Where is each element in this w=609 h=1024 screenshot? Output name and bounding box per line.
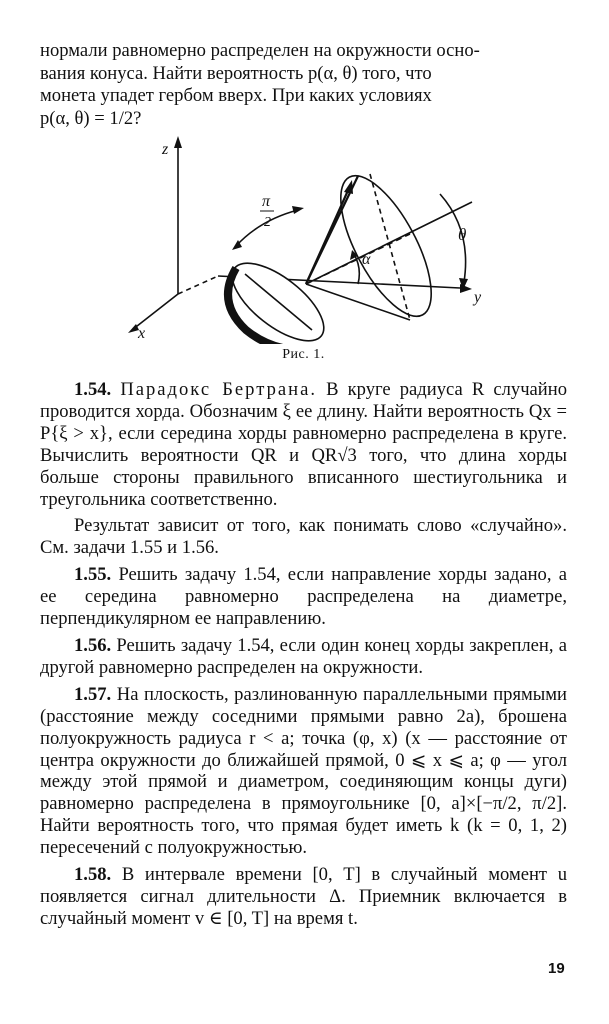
problem-1-58	[40, 864, 567, 930]
z-axis-arrowhead	[174, 136, 182, 148]
theta-reference-line	[306, 202, 472, 284]
z-axis-label: z	[162, 141, 169, 158]
intro-line: вания конуса. Найти вероятность p(α, θ) того, что	[40, 62, 432, 84]
intro-line: монета упадет гербом вверх. При каких условиях	[40, 85, 432, 106]
page-content	[40, 40, 567, 930]
problem-number: 1.57.	[74, 683, 112, 705]
intro-line: нормали равномерно распределен на окружности осно-	[40, 40, 480, 61]
problem-text: Решить задачу 1.54, если один конец хорды закреплен, а другой равномерно распределен на окружности.	[40, 634, 567, 678]
remark-1-54	[40, 515, 567, 559]
problem-1-54	[40, 379, 567, 510]
figure-1	[40, 134, 567, 369]
problem-number: 1.55.	[74, 564, 112, 586]
two-label: 2	[264, 215, 271, 230]
problem-1-55	[40, 564, 567, 630]
problems-section	[40, 379, 567, 930]
cone-generatrix-right	[306, 284, 410, 320]
normal-vector	[306, 186, 350, 284]
pi-label: π	[262, 193, 271, 210]
problem-text: На плоскость, разлинованную параллельными прямыми (расстояние между соседними прямыми равно 2a), брошена полуокружность радиуса r < a; точка (φ, x) (x — расстояние от центра окружности до ближайшей прямой, 0 ⩽ x ⩽ a; φ — угол между этой прямой и диаметром, соединяющим концы дуги) равномерно распределена в прямоугольнике [0, a]×[−π/2, π/2]. Найти вероятность того, что прямая будет иметь k (k = 0, 1, 2) пересечений с полуокружностью.	[40, 683, 567, 859]
problem-number: 1.54.	[74, 379, 112, 400]
theta-label: θ	[458, 225, 467, 244]
problem-text: Решить задачу 1.54, если направление хорды задано, а ее середина равномерно распределена на диаметре, перпендикулярном ее направлению.	[40, 564, 567, 630]
problem-text: В круге радиуса R случайно проводится хорда. Обозначим ξ ее длину. Найти вероятность Qx = P{ξ > x}, если середина хорды равномерно распределена в круге. Вычислить вероятности QR и QR√3 того, что длина хорды больше стороны правильного вписанного шестиугольника и треугольника соответственно.	[40, 379, 568, 510]
problem-title: Парадокс Бертрана.	[120, 379, 317, 400]
problem-number: 1.56.	[74, 634, 112, 656]
normal-arrowhead	[344, 180, 353, 194]
y-axis-label: y	[474, 289, 482, 306]
figure-caption: Рис. 1.	[282, 347, 325, 362]
alpha-label: α	[362, 251, 371, 268]
problem-1-56	[40, 635, 567, 679]
cone-coin-diagram	[40, 134, 567, 344]
coin-top-face	[220, 249, 336, 344]
remark-text: Результат зависит от того, как понимать слово «случайно». См. задачи 1.55 и 1.56.	[40, 515, 567, 559]
page-number: 19	[548, 960, 565, 977]
arc-arrowhead-right	[292, 206, 304, 214]
intro-paragraph	[40, 40, 567, 130]
y-axis-hidden	[178, 276, 218, 294]
problem-number: 1.58.	[74, 864, 112, 886]
intro-line: p(α, θ) = 1/2?	[40, 107, 142, 129]
x-axis-label: x	[138, 325, 146, 342]
cone-base-ellipse	[323, 163, 449, 329]
cone-base-diameter	[370, 174, 410, 320]
problem-text: В интервале времени [0, T] в случайный момент u появляется сигнал длительности Δ. Приемник включается в случайный момент v ∈ [0, T] на время t.	[40, 864, 567, 929]
problem-1-57	[40, 684, 567, 859]
